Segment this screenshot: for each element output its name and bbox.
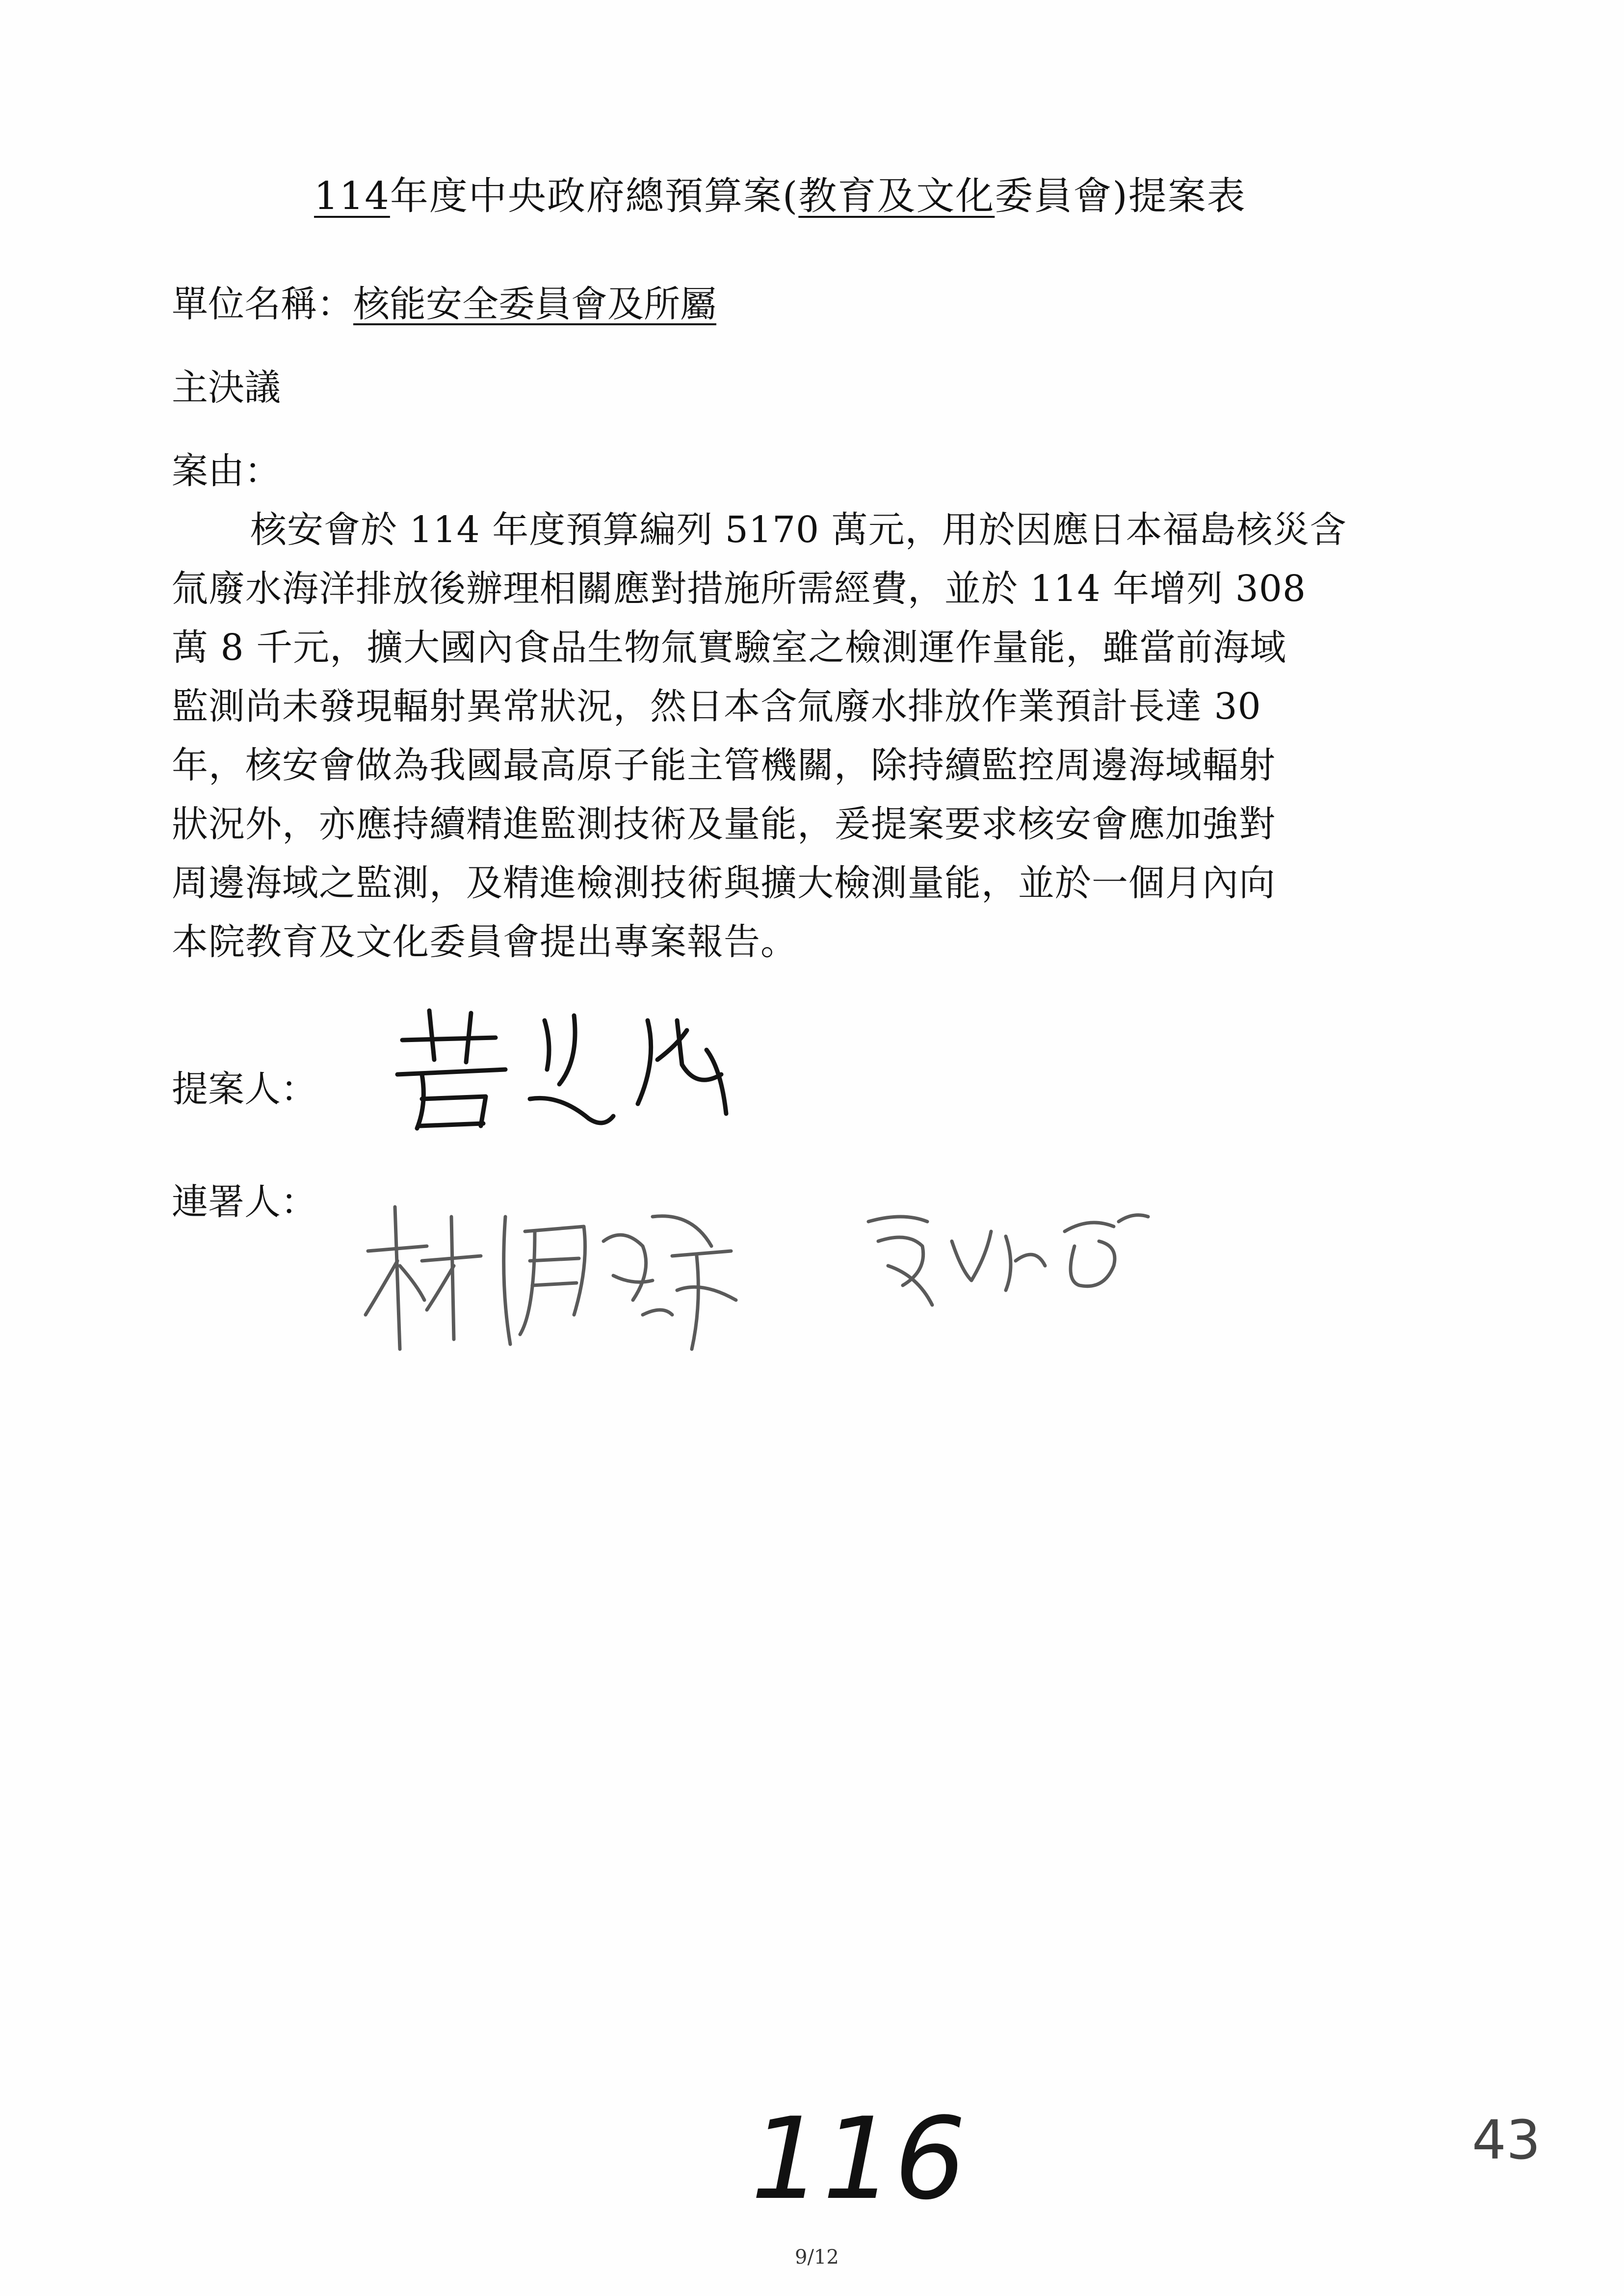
reason-line: 年，核安會做為我國最高原子能主管機關，除持續監控周邊海域輻射 xyxy=(172,744,1276,786)
handwritten-number-center xyxy=(751,2094,966,2227)
unit-label: 單位名稱： xyxy=(172,283,353,325)
cosigner-label: 連署人： xyxy=(172,1181,317,1223)
reason-line: 本院教育及文化委員會提出專案報告。 xyxy=(172,921,797,963)
document-title xyxy=(314,172,1246,221)
proposer-signature xyxy=(383,1001,756,1148)
title-committee: 教育及文化 xyxy=(798,174,995,218)
title-part2: 委員會)提案表 xyxy=(995,174,1246,218)
cosigner-signature-2 xyxy=(859,1192,1163,1330)
svg-text:43: 43 xyxy=(1472,2109,1541,2171)
page-footer: 9/12 xyxy=(795,2246,839,2269)
unit-value: 核能安全委員會及所屬 xyxy=(353,283,716,325)
unit-row xyxy=(172,280,716,329)
title-year: 114 xyxy=(314,174,390,218)
reason-body xyxy=(172,500,1496,971)
reason-line: 狀況外，亦應持續精進監測技術及量能，爰提案要求核安會應加強對 xyxy=(172,803,1276,845)
resolution-label: 主決議 xyxy=(172,366,281,409)
cosigner-signature-1 xyxy=(358,1187,790,1374)
title-part1: 年度中央政府總預算案( xyxy=(390,174,799,218)
reason-line: 萬 8 千元，擴大國內食品生物氚實驗室之檢測運作量能，雖當前海域 xyxy=(172,626,1287,669)
reason-line: 周邊海域之監測，及精進檢測技術與擴大檢測量能，並於一個月內向 xyxy=(172,862,1276,904)
handwritten-number-right xyxy=(1472,2105,1570,2173)
proposer-label: 提案人： xyxy=(172,1068,317,1110)
reason-line: 監測尚未發現輻射異常狀況，然日本含氚廢水排放作業預計長達 30 xyxy=(172,685,1261,728)
reason-line: 核安會於 114 年度預算編列 5170 萬元，用於因應日本福島核災含 xyxy=(250,509,1347,551)
svg-text:116: 116 xyxy=(751,2094,966,2225)
reason-label: 案由： xyxy=(172,450,281,492)
reason-line: 氚廢水海洋排放後辦理相關應對措施所需經費，並於 114 年增列 308 xyxy=(172,568,1307,610)
